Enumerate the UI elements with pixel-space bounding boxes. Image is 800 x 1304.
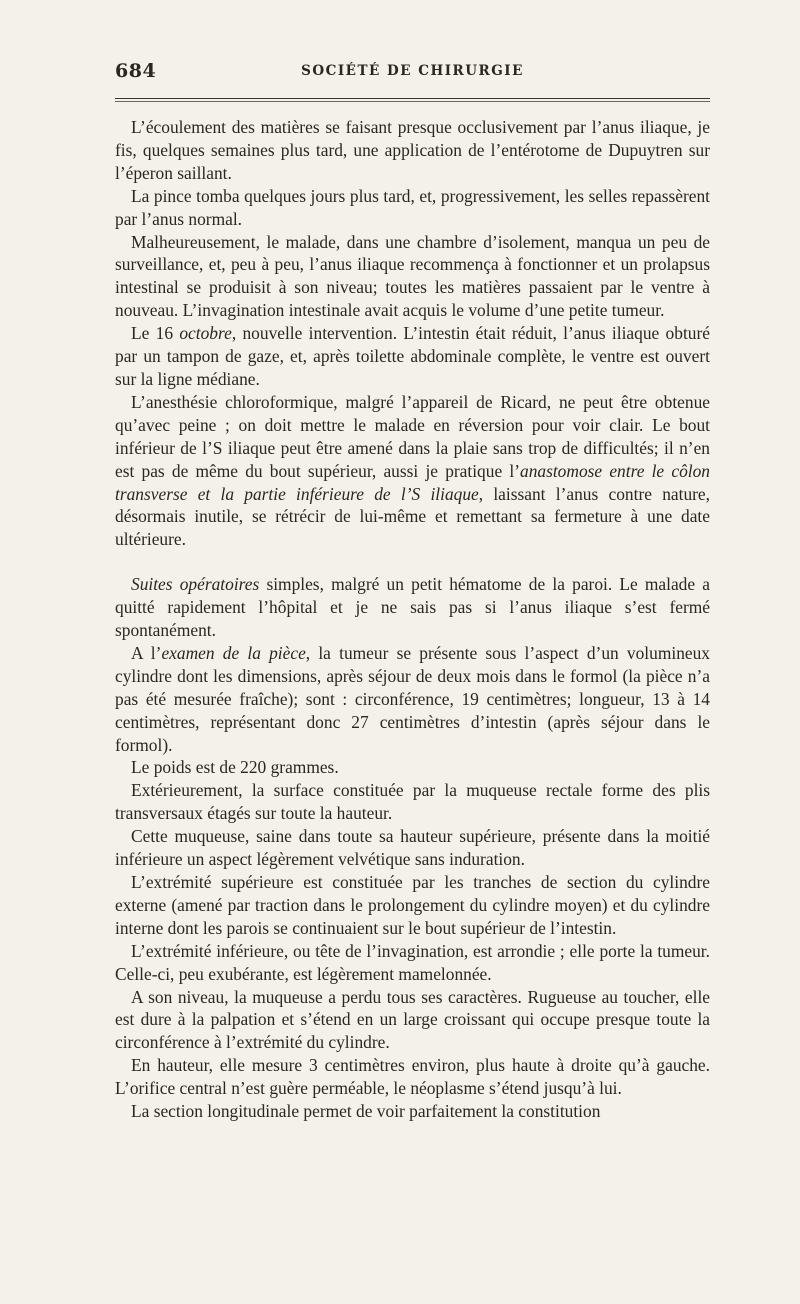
paragraph-text: A l’ xyxy=(131,642,162,663)
paragraph: La pince tomba quelques jours plus tard, et, progressivement, les selles repassèrent par l’anus normal. xyxy=(115,185,710,229)
paragraph-text: simples, malgré un petit hématome de la paroi. Le malade a quitté rapidement l’hôpital et je ne sais pas si l’anus iliaque s’est fermé spontanément. xyxy=(115,574,710,641)
paragraph xyxy=(115,322,710,391)
paragraph: Cette muqueuse, saine dans toute sa hauteur supérieure, présente dans la moitié inférieure un aspect légèrement velvétique sans induration. xyxy=(115,826,710,870)
paragraph: L’extrémité supérieure est constituée par les tranches de section du cylindre externe (amené par traction dans le prolongement du cylindre moyen) et du cylindre interne dont les parois se continuaient sur le bout supérieur de l’intestin. xyxy=(115,872,710,938)
paragraph xyxy=(115,391,710,551)
paragraph-italic: Suites opératoires xyxy=(131,574,260,595)
paragraph: Malheureusement, le malade, dans une chambre d’isolement, manqua un peu de surveillance, et, peu à peu, l’anus iliaque recommença à fonctionner et un prolapsus intestinal se produisit à son niveau; toutes les matières passaient par le ventre à nouveau. L’invagination intestinale avait acquis le volume d’une petite tumeur. xyxy=(115,231,710,321)
paragraph xyxy=(115,573,710,642)
paragraph-text: L’anesthésie chloroformique, malgré l’appareil de Ricard, ne peut être obtenue qu’avec peine ; on doit mettre le malade en réversion pour voir clair. Le bout inférieur de l’S iliaque peut être amené dans la plaie sans trop de difficultés; il n’en est pas de même du bout supérieur, aussi je pratique l’ xyxy=(115,391,710,481)
header-rule-thin xyxy=(115,101,710,102)
paragraph: L’extrémité inférieure, ou tête de l’invagination, est arrondie ; elle porte la tumeur. Celle-ci, peu exubérante, est légèrement mamelonnée. xyxy=(115,940,710,984)
paragraph: Extérieurement, la surface constituée par la muqueuse rectale forme des plis transversaux étagés sur toute la hauteur. xyxy=(115,780,710,824)
paragraph: A son niveau, la muqueuse a perdu tous ses caractères. Rugueuse au toucher, elle est dure à la palpation et s’étend en un large croissant qui occupe presque toute la circonférence à l’extrémité du cylindre. xyxy=(115,986,710,1053)
header-rule xyxy=(115,98,710,99)
running-title: SOCIÉTÉ DE CHIRURGIE xyxy=(301,63,524,79)
paragraph-italic: anastomose entre le côlon transverse et la partie inférieure de l’S iliaque xyxy=(115,460,710,504)
paragraph-italic: octobre xyxy=(179,323,232,344)
paragraph-text: Le 16 xyxy=(131,323,180,344)
paragraph-text: , nouvelle intervention. L’intestin était réduit, l’anus iliaque obturé par un tampon de gaze, et, après toilette abdominale complète, le ventre est ouvert sur la ligne médiane. xyxy=(115,323,710,389)
paragraph: L’écoulement des matières se faisant presque occlusivement par l’anus iliaque, je fis, quelques semaines plus tard, une application de l’entérotome de Dupuytren sur l’éperon saillant. xyxy=(115,117,710,183)
page-number: 684 xyxy=(115,60,157,82)
page-header xyxy=(115,60,710,84)
paragraph-text: , la tumeur se présente sous l’aspect d’un volumineux cylindre dont les dimensions, après séjour de deux mois dans le formol (la pièce n’a pas été mesurée fraîche); sont : circonférence, 19 centimètres; longueur, 13 à 14 centimètres, représentant donc 27 centimètres d’intestin (après séjour dans le formol). xyxy=(115,642,710,755)
paragraph-italic: examen de la pièce xyxy=(161,642,306,663)
paragraph: En hauteur, elle mesure 3 centimètres environ, plus haute à droite qu’à gauche. L’orifice central n’est guère perméable, le néoplasme s’étend jusqu’à lui. xyxy=(115,1055,710,1099)
paragraph: Le poids est de 220 grammes. xyxy=(131,757,339,778)
paragraph xyxy=(115,642,710,757)
body-text xyxy=(115,116,710,1123)
paragraph: La section longitudinale permet de voir parfaitement la constitution xyxy=(131,1101,601,1122)
paragraph-text: , laissant l’anus contre nature, désormais inutile, se rétrécir de lui-même et remettant sa fermeture à une date ultérieure. xyxy=(115,483,710,550)
